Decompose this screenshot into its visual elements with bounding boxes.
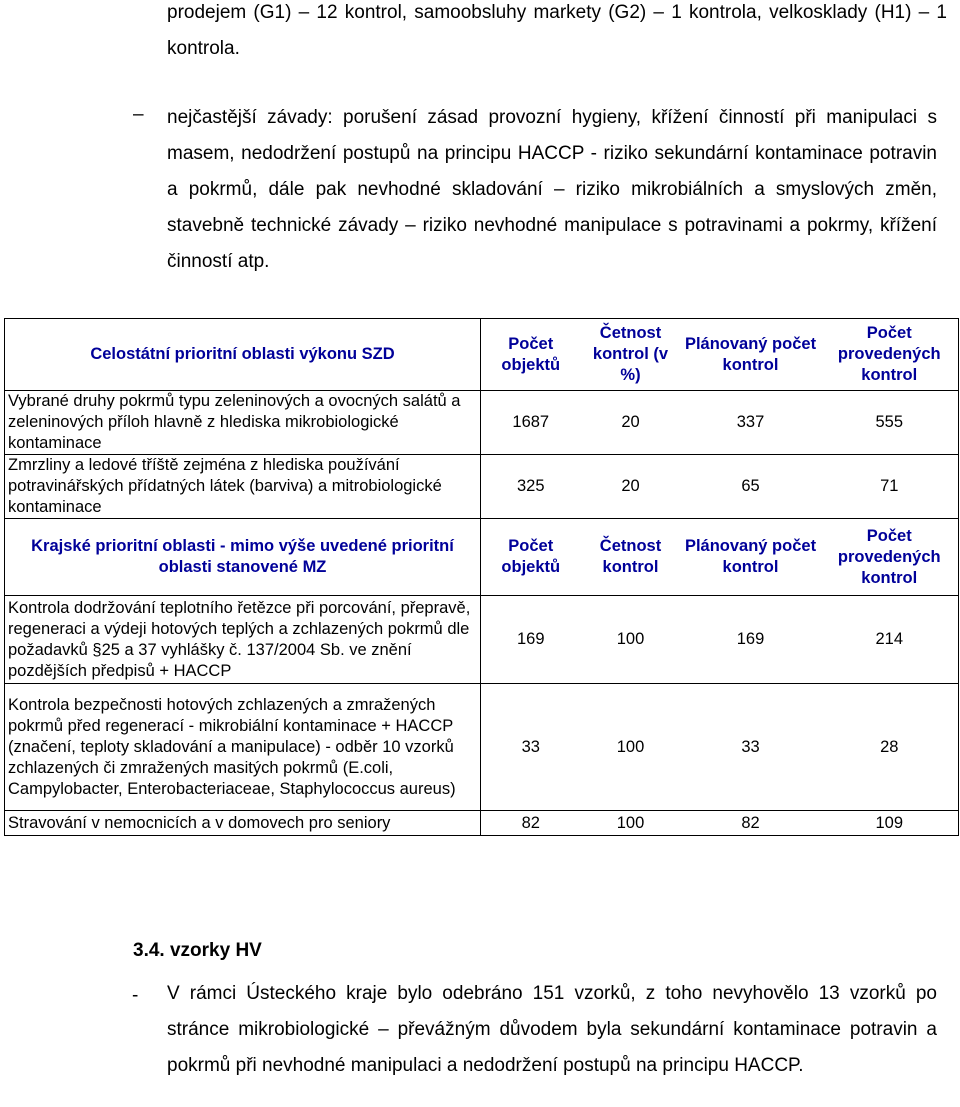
section-paragraph: V rámci Ústeckého kraje bylo odebráno 151 vzorků, z toho nevyhovělo 13 vzorků po stránce mikrobiologické – převážným důvodem byla sekundární kontaminace potravin a pokrmů při nevhodné manipulaci a nedodržení postupů na principu HACCP. (167, 983, 937, 1076)
row-planned: 65 (681, 455, 821, 519)
row-frequency: 100 (581, 811, 681, 836)
bullet-dash: – (133, 104, 144, 125)
row-objects: 82 (481, 811, 581, 836)
row-frequency: 100 (581, 596, 681, 684)
row-performed: 71 (821, 455, 959, 519)
header-objects: Počet objektů (481, 319, 581, 391)
table-row (5, 455, 959, 519)
table-header-row (5, 519, 959, 596)
row-area: Zmrzliny a ledové tříště zejména z hlediska používání potravinářských přídatných látek (barviva) a mitrobiologické kontaminace (5, 455, 481, 519)
header-performed: Počet provedených kontrol (821, 519, 959, 596)
section-title: 3.4. vzorky HV (133, 940, 262, 961)
row-performed: 214 (821, 596, 959, 684)
row-objects: 33 (481, 684, 581, 811)
row-planned: 169 (681, 596, 821, 684)
table-row (5, 596, 959, 684)
header-frequency: Četnost kontrol (581, 519, 681, 596)
row-performed: 555 (821, 391, 959, 455)
row-objects: 1687 (481, 391, 581, 455)
row-performed: 28 (821, 684, 959, 811)
row-objects: 325 (481, 455, 581, 519)
header-area: Krajské prioritní oblasti - mimo výše uvedené prioritní oblasti stanovené MZ (5, 519, 481, 596)
row-area: Kontrola bezpečnosti hotových zchlazených a zmražených pokrmů před regenerací - mikrobiální kontaminace + HACCP (značení, teploty skladování a manipulace) - odběr 10 vzorků zchlazených či zmražených masitých pokrmů (E.coli, Campylobacter, Enterobacteriaceae, Staphylococcus aureus) (5, 684, 481, 811)
table-row (5, 811, 959, 836)
header-planned: Plánovaný počet kontrol (681, 319, 821, 391)
header-performed: Počet provedených kontrol (821, 319, 959, 391)
row-performed: 109 (821, 811, 959, 836)
row-objects: 169 (481, 596, 581, 684)
row-area: Kontrola dodržování teplotního řetězce při porcování, přepravě, regeneraci a výdeji hotových teplých a zchlazených pokrmů dle požadavků §25 a 37 vyhlášky č. 137/2004 Sb. ve znění pozdějších předpisů + HACCP (5, 596, 481, 684)
header-area: Celostátní prioritní oblasti výkonu SZD (5, 319, 481, 391)
row-frequency: 20 (581, 391, 681, 455)
row-frequency: 100 (581, 684, 681, 811)
header-frequency: Četnost kontrol (v %) (581, 319, 681, 391)
row-planned: 82 (681, 811, 821, 836)
table-row (5, 684, 959, 811)
intro-paragraph: prodejem (G1) – 12 kontrol, samoobsluhy markety (G2) – 1 kontrola, velkosklady (H1) – 1 kontrola. (167, 2, 947, 59)
table-row (5, 391, 959, 455)
row-planned: 337 (681, 391, 821, 455)
header-planned: Plánovaný počet kontrol (681, 519, 821, 596)
header-objects: Počet objektů (481, 519, 581, 596)
priority-areas-table (4, 318, 959, 836)
row-area: Vybrané druhy pokrmů typu zeleninových a ovocných salátů a zeleninových příloh hlavně z hlediska mikrobiologické kontaminace (5, 391, 481, 455)
row-planned: 33 (681, 684, 821, 811)
defects-paragraph: nejčastější závady: porušení zásad provozní hygieny, křížení činností při manipulaci s masem, nedodržení postupů na principu HACCP - riziko sekundární kontaminace potravin a pokrmů, dále pak nevhodné skladování – riziko mikrobiálních a smyslových změn, stavebně technické závady – riziko nevhodné manipulace s potravinami a pokrmy, křížení činností atp. (167, 107, 937, 272)
row-area: Stravování v nemocnicích a v domovech pro seniory (5, 811, 481, 836)
table-header-row (5, 319, 959, 391)
row-frequency: 20 (581, 455, 681, 519)
section-dash: - (132, 985, 139, 1006)
